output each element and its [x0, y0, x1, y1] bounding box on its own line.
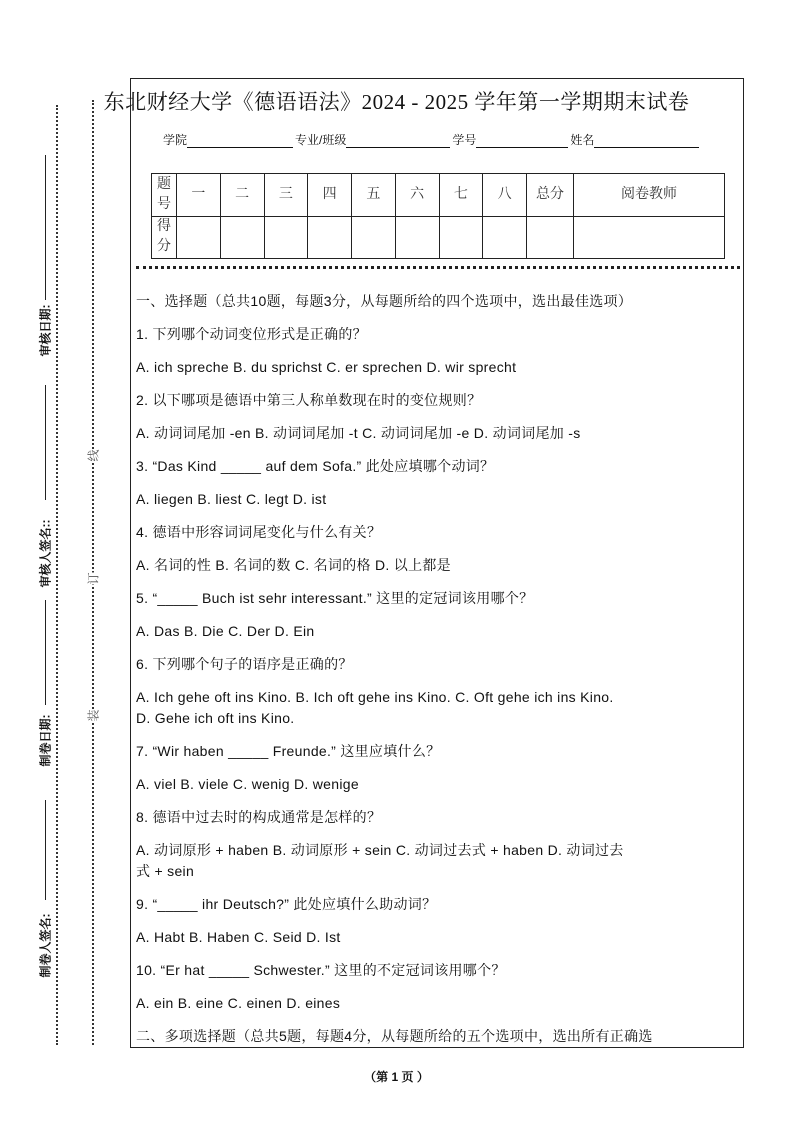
score-table-header-row [152, 174, 725, 217]
score-cell[interactable] [177, 216, 221, 259]
section2-heading: 二、多项选择题（总共5题，每题4分，从每题所给的五个选项中，选出所有正确选 [136, 1028, 653, 1044]
score-label: 得分 [152, 216, 177, 259]
question-stem: 4. 德语中形容词词尾变化与什么有关？ [136, 524, 382, 540]
student-id-label: 学号 [452, 133, 477, 147]
question-options: A. Habt B. Haben C. Seid D. Ist [136, 929, 341, 945]
question-options: A. 动词词尾加 -en B. 动词词尾加 -t C. 动词词尾加 -e D. 动词词尾加 -s [136, 425, 581, 441]
question-list [136, 324, 742, 1014]
make-date-line [45, 600, 46, 705]
question-stem: 1. 下列哪个动词变位形式是正确的？ [136, 326, 367, 342]
col-4: 四 [308, 174, 352, 217]
question-stem: 3. “Das Kind _____ auf dem Sofa.” 此处应填哪个动词？ [136, 458, 495, 474]
col-5: 五 [352, 174, 396, 217]
reviewer-sign-line [45, 385, 46, 500]
question-options: A. ich spreche B. du sprichst C. er sprechen D. wir sprecht [136, 359, 517, 375]
score-cell[interactable] [527, 216, 574, 259]
question-options: A. Ich gehe oft ins Kino. B. Ich oft gehe ins Kino. C. Oft gehe ich ins Kino. [136, 689, 614, 705]
col-total: 总分 [527, 174, 574, 217]
exam-title: 东北财经大学《德语语法》2024 - 2025 学年第一学期期末试卷 [103, 90, 690, 114]
maker-sign-line [45, 800, 46, 900]
review-date-line [45, 155, 46, 300]
question-options: 式 + sein [136, 863, 195, 879]
col-6: 六 [395, 174, 439, 217]
question-stem: 7. “Wir haben _____ Freunde.” 这里应填什么？ [136, 743, 441, 759]
question-options: A. Das B. Die C. Der D. Ein [136, 623, 315, 639]
question-stem: 9. “_____ ihr Deutsch?” 此处应填什么助动词？ [136, 896, 437, 912]
question-stem: 5. “_____ Buch ist sehr interessant.” 这里的定冠词该用哪个？ [136, 590, 534, 606]
score-cell[interactable] [483, 216, 527, 259]
page-number: （第 1 页 ） [364, 1070, 429, 1084]
student-info-line [163, 131, 701, 148]
question-options: A. 动词原形 + haben B. 动词原形 + sein C. 动词过去式 + haben D. 动词过去 [136, 842, 624, 858]
col-1: 一 [177, 174, 221, 217]
question-stem: 8. 德语中过去时的构成通常是怎样的？ [136, 809, 382, 825]
question-stem: 2. 以下哪项是德语中第三人称单数现在时的变位规则？ [136, 392, 482, 408]
name-label: 姓名 [570, 133, 595, 147]
section1-heading: 一、选择题（总共10题，每题3分，从每题所给的四个选项中，选出最佳选项） [136, 293, 633, 309]
score-cell[interactable] [574, 216, 725, 259]
question-stem: 6. 下列哪个句子的语序是正确的？ [136, 656, 353, 672]
col-3: 三 [264, 174, 308, 217]
question-options: A. liegen B. liest C. legt D. ist [136, 491, 327, 507]
score-cell[interactable] [264, 216, 308, 259]
bind-char-bind: 装 [86, 709, 101, 722]
major-field[interactable] [346, 133, 450, 148]
col-7: 七 [439, 174, 483, 217]
question-number-label: 题号 [152, 174, 177, 217]
question-options: A. viel B. viele C. wenig D. wenige [136, 776, 359, 792]
review-date-label: 审核日期: [38, 304, 53, 357]
binding-dotted-line-outer [56, 105, 58, 1045]
col-8: 八 [483, 174, 527, 217]
exam-content [136, 291, 742, 1059]
score-cell[interactable] [439, 216, 483, 259]
major-label: 专业/班级 [295, 133, 347, 147]
make-date-label: 制卷日期: [38, 714, 53, 767]
maker-sign-label: 制卷人签名: [38, 913, 53, 978]
score-cell[interactable] [395, 216, 439, 259]
question-options: A. 名词的性 B. 名词的数 C. 名词的格 D. 以上都是 [136, 557, 451, 573]
question-stem: 10. “Er hat _____ Schwester.” 这里的不定冠词该用哪个？ [136, 962, 506, 978]
question-options: D. Gehe ich oft ins Kino. [136, 710, 295, 726]
score-cell[interactable] [308, 216, 352, 259]
col-grader: 阅卷教师 [574, 174, 725, 217]
col-2: 二 [220, 174, 264, 217]
reviewer-sign-label: 审核人签名:: [38, 519, 53, 588]
name-field[interactable] [594, 133, 699, 148]
student-id-field[interactable] [476, 133, 568, 148]
college-field[interactable] [187, 133, 293, 148]
score-table [151, 173, 725, 259]
score-cell[interactable] [220, 216, 264, 259]
question-options: A. ein B. eine C. einen D. eines [136, 995, 341, 1011]
score-cell[interactable] [352, 216, 396, 259]
bind-char-line: 线 [86, 449, 101, 462]
score-table-score-row [152, 216, 725, 259]
header-divider [136, 266, 740, 269]
college-label: 学院 [163, 133, 188, 147]
bind-char-staple: 订 [86, 572, 101, 585]
